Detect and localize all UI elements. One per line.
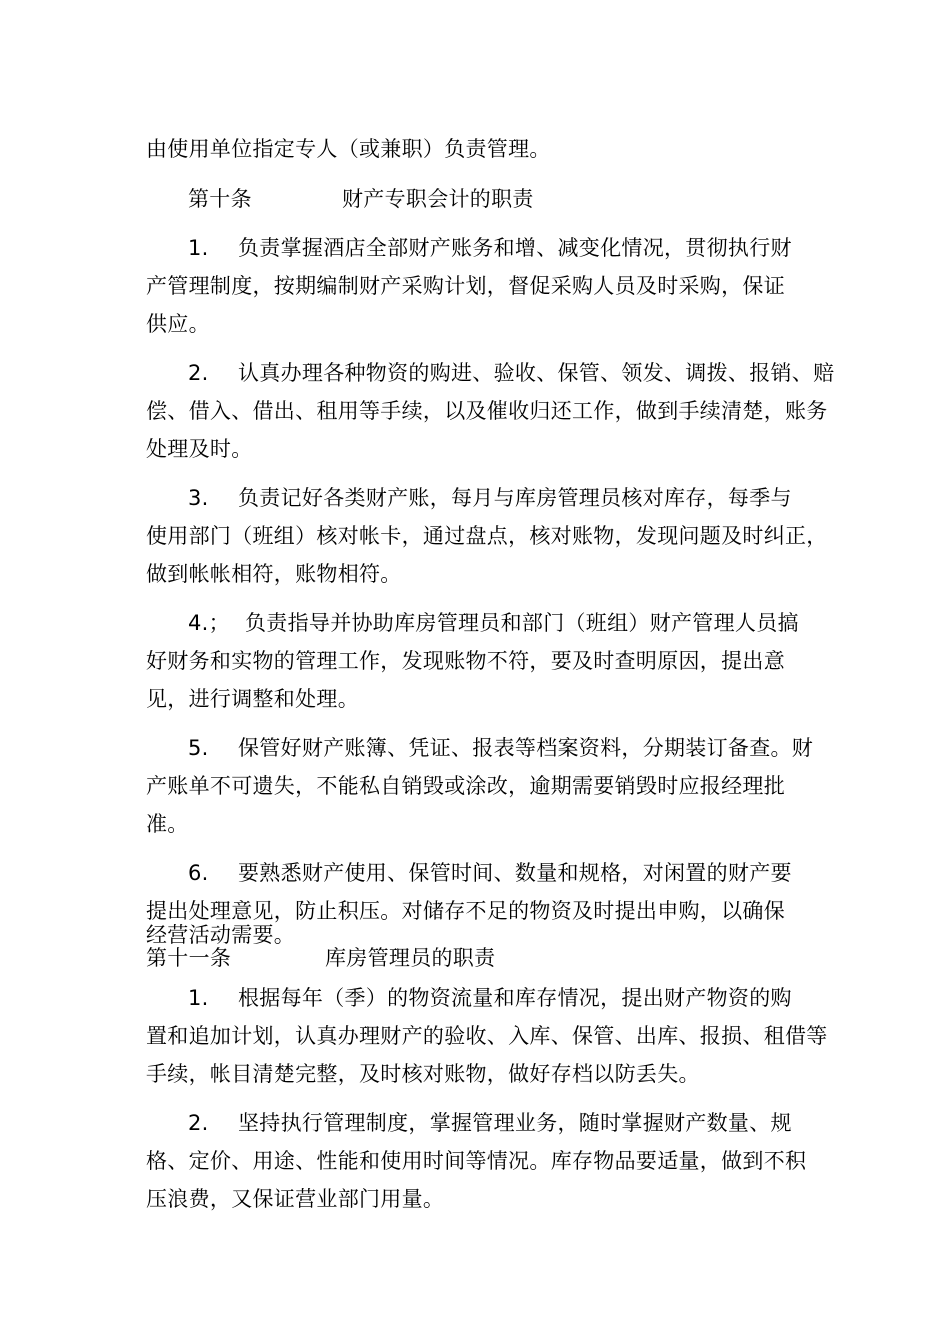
text-line: 产账单不可遗失，不能私自销毁或涂改，逾期需要销毁时应报经理批: [146, 774, 785, 798]
article-label: 第十条: [188, 187, 252, 211]
item-number: 2.: [188, 361, 209, 385]
text-line: 提出处理意见，防止积压。对储存不足的物资及时提出申购，以确保: [146, 899, 785, 923]
text-line: 置和追加计划，认真办理财产的验收、入库、保管、出库、报损、租借等: [146, 1024, 828, 1048]
text-line: 格、定价、用途、性能和使用时间等情况。库存物品要适量，做到不积: [146, 1149, 807, 1173]
text-line: 手续，帐目清楚完整，及时核对账物，做好存档以防丢失。: [146, 1062, 700, 1086]
text-line: 认真办理各种物资的购进、验收、保管、领发、调拨、报销、赔: [238, 361, 835, 385]
article-label: 第十一条: [146, 946, 232, 970]
text-line: 保管好财产账簿、凭证、报表等档案资料，分期装订备查。财: [238, 736, 814, 760]
item-number: 3.: [188, 486, 209, 510]
text-line: 负责掌握酒店全部财产账务和增、减变化情况，贯彻执行财: [238, 236, 792, 260]
text-line: 做到帐帐相符，账物相符。: [146, 562, 402, 586]
article-title: 库房管理员的职责: [325, 946, 496, 970]
text-line: 坚持执行管理制度，掌握管理业务，随时掌握财产数量、规: [238, 1111, 792, 1135]
text-line: 要熟悉财产使用、保管时间、数量和规格，对闲置的财产要: [238, 861, 792, 885]
text-line: 处理及时。: [146, 437, 253, 461]
article-title: 财产专职会计的职责: [342, 187, 534, 211]
text-line: 负责记好各类财产账，每月与库房管理员核对库存，每季与: [238, 486, 792, 510]
text-line: 见，进行调整和处理。: [146, 687, 359, 711]
text-line: 使用部门（班组）核对帐卡，通过盘点，核对账物，发现问题及时纠正，: [146, 524, 828, 548]
text-line: 偿、借入、借出、租用等手续，以及催收归还工作，做到手续清楚，账务: [146, 399, 828, 423]
text-line: 压浪费，又保证营业部门用量。: [146, 1187, 445, 1211]
item-number: 5.: [188, 736, 209, 760]
text-line: 由使用单位指定专人（或兼职）负责管理。: [146, 137, 551, 161]
text-line: 根据每年（季）的物资流量和库存情况，提出财产物资的购: [238, 986, 792, 1010]
item-number: 1.: [188, 236, 209, 260]
text-line: 经营活动需要。: [146, 923, 296, 947]
text-line: 产管理制度，按期编制财产采购计划，督促采购人员及时采购，保证: [146, 274, 785, 298]
item-number: 1.: [188, 986, 209, 1010]
text-line: 负责指导并协助库房管理员和部门（班组）财产管理人员搞: [245, 611, 799, 635]
text-line: 供应。: [146, 312, 210, 336]
text-line: 准。: [146, 812, 189, 836]
item-number: 2.: [188, 1111, 209, 1135]
text-line: 好财务和实物的管理工作，发现账物不符，要及时查明原因，提出意: [146, 649, 785, 673]
item-number: 6.: [188, 861, 209, 885]
item-number: 4.；: [188, 611, 230, 635]
